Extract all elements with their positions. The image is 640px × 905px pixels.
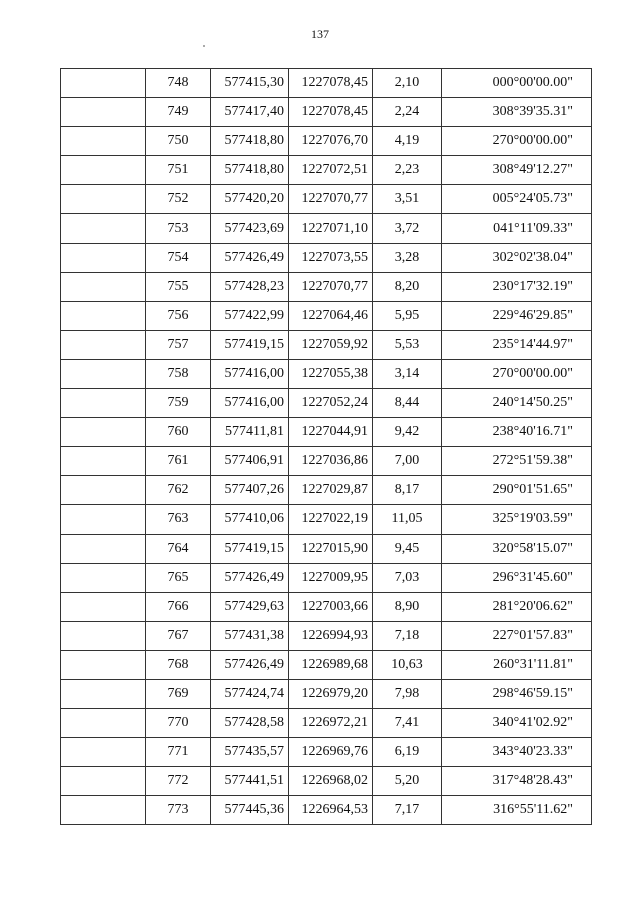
direction-angle-cell: 308°49'12.27"	[442, 156, 592, 185]
distance-cell: 6,19	[373, 738, 442, 767]
row-label-cell	[61, 214, 146, 243]
table-row	[61, 359, 592, 388]
direction-angle-cell: 041°11'09.33"	[442, 214, 592, 243]
row-label-cell	[61, 738, 146, 767]
point-number-cell: 748	[146, 69, 211, 98]
y-coordinate-cell: 1227072,51	[289, 156, 373, 185]
distance-cell: 5,95	[373, 301, 442, 330]
y-coordinate-cell: 1226968,02	[289, 767, 373, 796]
point-number-cell: 766	[146, 592, 211, 621]
table-row	[61, 534, 592, 563]
point-number-cell: 750	[146, 127, 211, 156]
row-label-cell	[61, 185, 146, 214]
y-coordinate-cell: 1227036,86	[289, 447, 373, 476]
direction-angle-cell: 272°51'59.38"	[442, 447, 592, 476]
distance-cell: 8,17	[373, 476, 442, 505]
x-coordinate-cell: 577426,49	[211, 650, 289, 679]
point-number-cell: 758	[146, 359, 211, 388]
distance-cell: 11,05	[373, 505, 442, 534]
direction-angle-cell: 227°01'57.83"	[442, 621, 592, 650]
coordinates-table-body	[61, 69, 592, 825]
direction-angle-cell: 270°00'00.00"	[442, 127, 592, 156]
distance-cell: 2,23	[373, 156, 442, 185]
y-coordinate-cell: 1226972,21	[289, 709, 373, 738]
x-coordinate-cell: 577445,36	[211, 796, 289, 825]
y-coordinate-cell: 1227044,91	[289, 418, 373, 447]
distance-cell: 5,20	[373, 767, 442, 796]
point-number-cell: 753	[146, 214, 211, 243]
x-coordinate-cell: 577428,23	[211, 272, 289, 301]
x-coordinate-cell: 577431,38	[211, 621, 289, 650]
x-coordinate-cell: 577417,40	[211, 98, 289, 127]
distance-cell: 9,45	[373, 534, 442, 563]
table-row	[61, 301, 592, 330]
table-row	[61, 272, 592, 301]
x-coordinate-cell: 577415,30	[211, 69, 289, 98]
table-row	[61, 418, 592, 447]
table-row	[61, 330, 592, 359]
x-coordinate-cell: 577406,91	[211, 447, 289, 476]
point-number-cell: 756	[146, 301, 211, 330]
distance-cell: 8,44	[373, 389, 442, 418]
table-row	[61, 127, 592, 156]
row-label-cell	[61, 709, 146, 738]
direction-angle-cell: 325°19'03.59"	[442, 505, 592, 534]
distance-cell: 9,42	[373, 418, 442, 447]
point-number-cell: 769	[146, 679, 211, 708]
x-coordinate-cell: 577407,26	[211, 476, 289, 505]
direction-angle-cell: 240°14'50.25"	[442, 389, 592, 418]
x-coordinate-cell: 577435,57	[211, 738, 289, 767]
distance-cell: 3,72	[373, 214, 442, 243]
x-coordinate-cell: 577419,15	[211, 330, 289, 359]
row-label-cell	[61, 301, 146, 330]
table-row	[61, 156, 592, 185]
x-coordinate-cell: 577418,80	[211, 156, 289, 185]
row-label-cell	[61, 621, 146, 650]
table-row	[61, 709, 592, 738]
table-row	[61, 69, 592, 98]
y-coordinate-cell: 1227070,77	[289, 272, 373, 301]
table-row	[61, 767, 592, 796]
distance-cell: 10,63	[373, 650, 442, 679]
y-coordinate-cell: 1227073,55	[289, 243, 373, 272]
point-number-cell: 773	[146, 796, 211, 825]
distance-cell: 4,19	[373, 127, 442, 156]
row-label-cell	[61, 418, 146, 447]
distance-cell: 7,03	[373, 563, 442, 592]
y-coordinate-cell: 1227003,66	[289, 592, 373, 621]
direction-angle-cell: 298°46'59.15"	[442, 679, 592, 708]
table-row	[61, 185, 592, 214]
y-coordinate-cell: 1227029,87	[289, 476, 373, 505]
distance-cell: 3,14	[373, 359, 442, 388]
direction-angle-cell: 302°02'38.04"	[442, 243, 592, 272]
direction-angle-cell: 317°48'28.43"	[442, 767, 592, 796]
y-coordinate-cell: 1227009,95	[289, 563, 373, 592]
x-coordinate-cell: 577428,58	[211, 709, 289, 738]
y-coordinate-cell: 1227059,92	[289, 330, 373, 359]
x-coordinate-cell: 577423,69	[211, 214, 289, 243]
row-label-cell	[61, 98, 146, 127]
direction-angle-cell: 005°24'05.73"	[442, 185, 592, 214]
row-label-cell	[61, 69, 146, 98]
x-coordinate-cell: 577410,06	[211, 505, 289, 534]
x-coordinate-cell: 577426,49	[211, 563, 289, 592]
table-row	[61, 389, 592, 418]
distance-cell: 3,51	[373, 185, 442, 214]
point-number-cell: 771	[146, 738, 211, 767]
direction-angle-cell: 000°00'00.00"	[442, 69, 592, 98]
y-coordinate-cell: 1227071,10	[289, 214, 373, 243]
y-coordinate-cell: 1226994,93	[289, 621, 373, 650]
table-row	[61, 679, 592, 708]
direction-angle-cell: 343°40'23.33"	[442, 738, 592, 767]
coordinates-table	[60, 68, 592, 825]
x-coordinate-cell: 577429,63	[211, 592, 289, 621]
table-row	[61, 476, 592, 505]
table-row	[61, 447, 592, 476]
x-coordinate-cell: 577411,81	[211, 418, 289, 447]
y-coordinate-cell: 1227052,24	[289, 389, 373, 418]
direction-angle-cell: 281°20'06.62"	[442, 592, 592, 621]
row-label-cell	[61, 156, 146, 185]
y-coordinate-cell: 1227076,70	[289, 127, 373, 156]
x-coordinate-cell: 577426,49	[211, 243, 289, 272]
row-label-cell	[61, 767, 146, 796]
row-label-cell	[61, 796, 146, 825]
y-coordinate-cell: 1227078,45	[289, 69, 373, 98]
distance-cell: 3,28	[373, 243, 442, 272]
x-coordinate-cell: 577416,00	[211, 359, 289, 388]
table-row	[61, 796, 592, 825]
y-coordinate-cell: 1227015,90	[289, 534, 373, 563]
row-label-cell	[61, 243, 146, 272]
x-coordinate-cell: 577420,20	[211, 185, 289, 214]
point-number-cell: 754	[146, 243, 211, 272]
table-row	[61, 563, 592, 592]
page-number: 137	[311, 27, 329, 41]
table-row	[61, 505, 592, 534]
point-number-cell: 757	[146, 330, 211, 359]
scan-speck	[203, 45, 205, 47]
row-label-cell	[61, 447, 146, 476]
y-coordinate-cell: 1226989,68	[289, 650, 373, 679]
direction-angle-cell: 340°41'02.92"	[442, 709, 592, 738]
y-coordinate-cell: 1227064,46	[289, 301, 373, 330]
row-label-cell	[61, 650, 146, 679]
point-number-cell: 752	[146, 185, 211, 214]
row-label-cell	[61, 330, 146, 359]
point-number-cell: 763	[146, 505, 211, 534]
point-number-cell: 765	[146, 563, 211, 592]
y-coordinate-cell: 1227022,19	[289, 505, 373, 534]
table-row	[61, 98, 592, 127]
distance-cell: 7,17	[373, 796, 442, 825]
distance-cell: 2,24	[373, 98, 442, 127]
table-row	[61, 243, 592, 272]
row-label-cell	[61, 505, 146, 534]
direction-angle-cell: 290°01'51.65"	[442, 476, 592, 505]
direction-angle-cell: 260°31'11.81"	[442, 650, 592, 679]
y-coordinate-cell: 1226969,76	[289, 738, 373, 767]
row-label-cell	[61, 389, 146, 418]
row-label-cell	[61, 563, 146, 592]
row-label-cell	[61, 679, 146, 708]
table-row	[61, 621, 592, 650]
direction-angle-cell: 320°58'15.07"	[442, 534, 592, 563]
direction-angle-cell: 308°39'35.31"	[442, 98, 592, 127]
distance-cell: 2,10	[373, 69, 442, 98]
distance-cell: 7,18	[373, 621, 442, 650]
direction-angle-cell: 296°31'45.60"	[442, 563, 592, 592]
point-number-cell: 759	[146, 389, 211, 418]
point-number-cell: 749	[146, 98, 211, 127]
direction-angle-cell: 238°40'16.71"	[442, 418, 592, 447]
table-row	[61, 650, 592, 679]
direction-angle-cell: 270°00'00.00"	[442, 359, 592, 388]
row-label-cell	[61, 359, 146, 388]
point-number-cell: 770	[146, 709, 211, 738]
table-row	[61, 214, 592, 243]
distance-cell: 8,20	[373, 272, 442, 301]
point-number-cell: 751	[146, 156, 211, 185]
point-number-cell: 764	[146, 534, 211, 563]
y-coordinate-cell: 1226964,53	[289, 796, 373, 825]
x-coordinate-cell: 577416,00	[211, 389, 289, 418]
point-number-cell: 772	[146, 767, 211, 796]
y-coordinate-cell: 1227055,38	[289, 359, 373, 388]
table-row	[61, 592, 592, 621]
x-coordinate-cell: 577422,99	[211, 301, 289, 330]
x-coordinate-cell: 577441,51	[211, 767, 289, 796]
row-label-cell	[61, 592, 146, 621]
direction-angle-cell: 229°46'29.85"	[442, 301, 592, 330]
y-coordinate-cell: 1226979,20	[289, 679, 373, 708]
x-coordinate-cell: 577418,80	[211, 127, 289, 156]
distance-cell: 8,90	[373, 592, 442, 621]
point-number-cell: 755	[146, 272, 211, 301]
row-label-cell	[61, 534, 146, 563]
row-label-cell	[61, 272, 146, 301]
point-number-cell: 768	[146, 650, 211, 679]
direction-angle-cell: 235°14'44.97"	[442, 330, 592, 359]
row-label-cell	[61, 127, 146, 156]
y-coordinate-cell: 1227070,77	[289, 185, 373, 214]
point-number-cell: 767	[146, 621, 211, 650]
y-coordinate-cell: 1227078,45	[289, 98, 373, 127]
x-coordinate-cell: 577419,15	[211, 534, 289, 563]
distance-cell: 7,98	[373, 679, 442, 708]
x-coordinate-cell: 577424,74	[211, 679, 289, 708]
distance-cell: 7,00	[373, 447, 442, 476]
distance-cell: 5,53	[373, 330, 442, 359]
distance-cell: 7,41	[373, 709, 442, 738]
point-number-cell: 760	[146, 418, 211, 447]
row-label-cell	[61, 476, 146, 505]
direction-angle-cell: 230°17'32.19"	[442, 272, 592, 301]
direction-angle-cell: 316°55'11.62"	[442, 796, 592, 825]
table-row	[61, 738, 592, 767]
point-number-cell: 762	[146, 476, 211, 505]
point-number-cell: 761	[146, 447, 211, 476]
